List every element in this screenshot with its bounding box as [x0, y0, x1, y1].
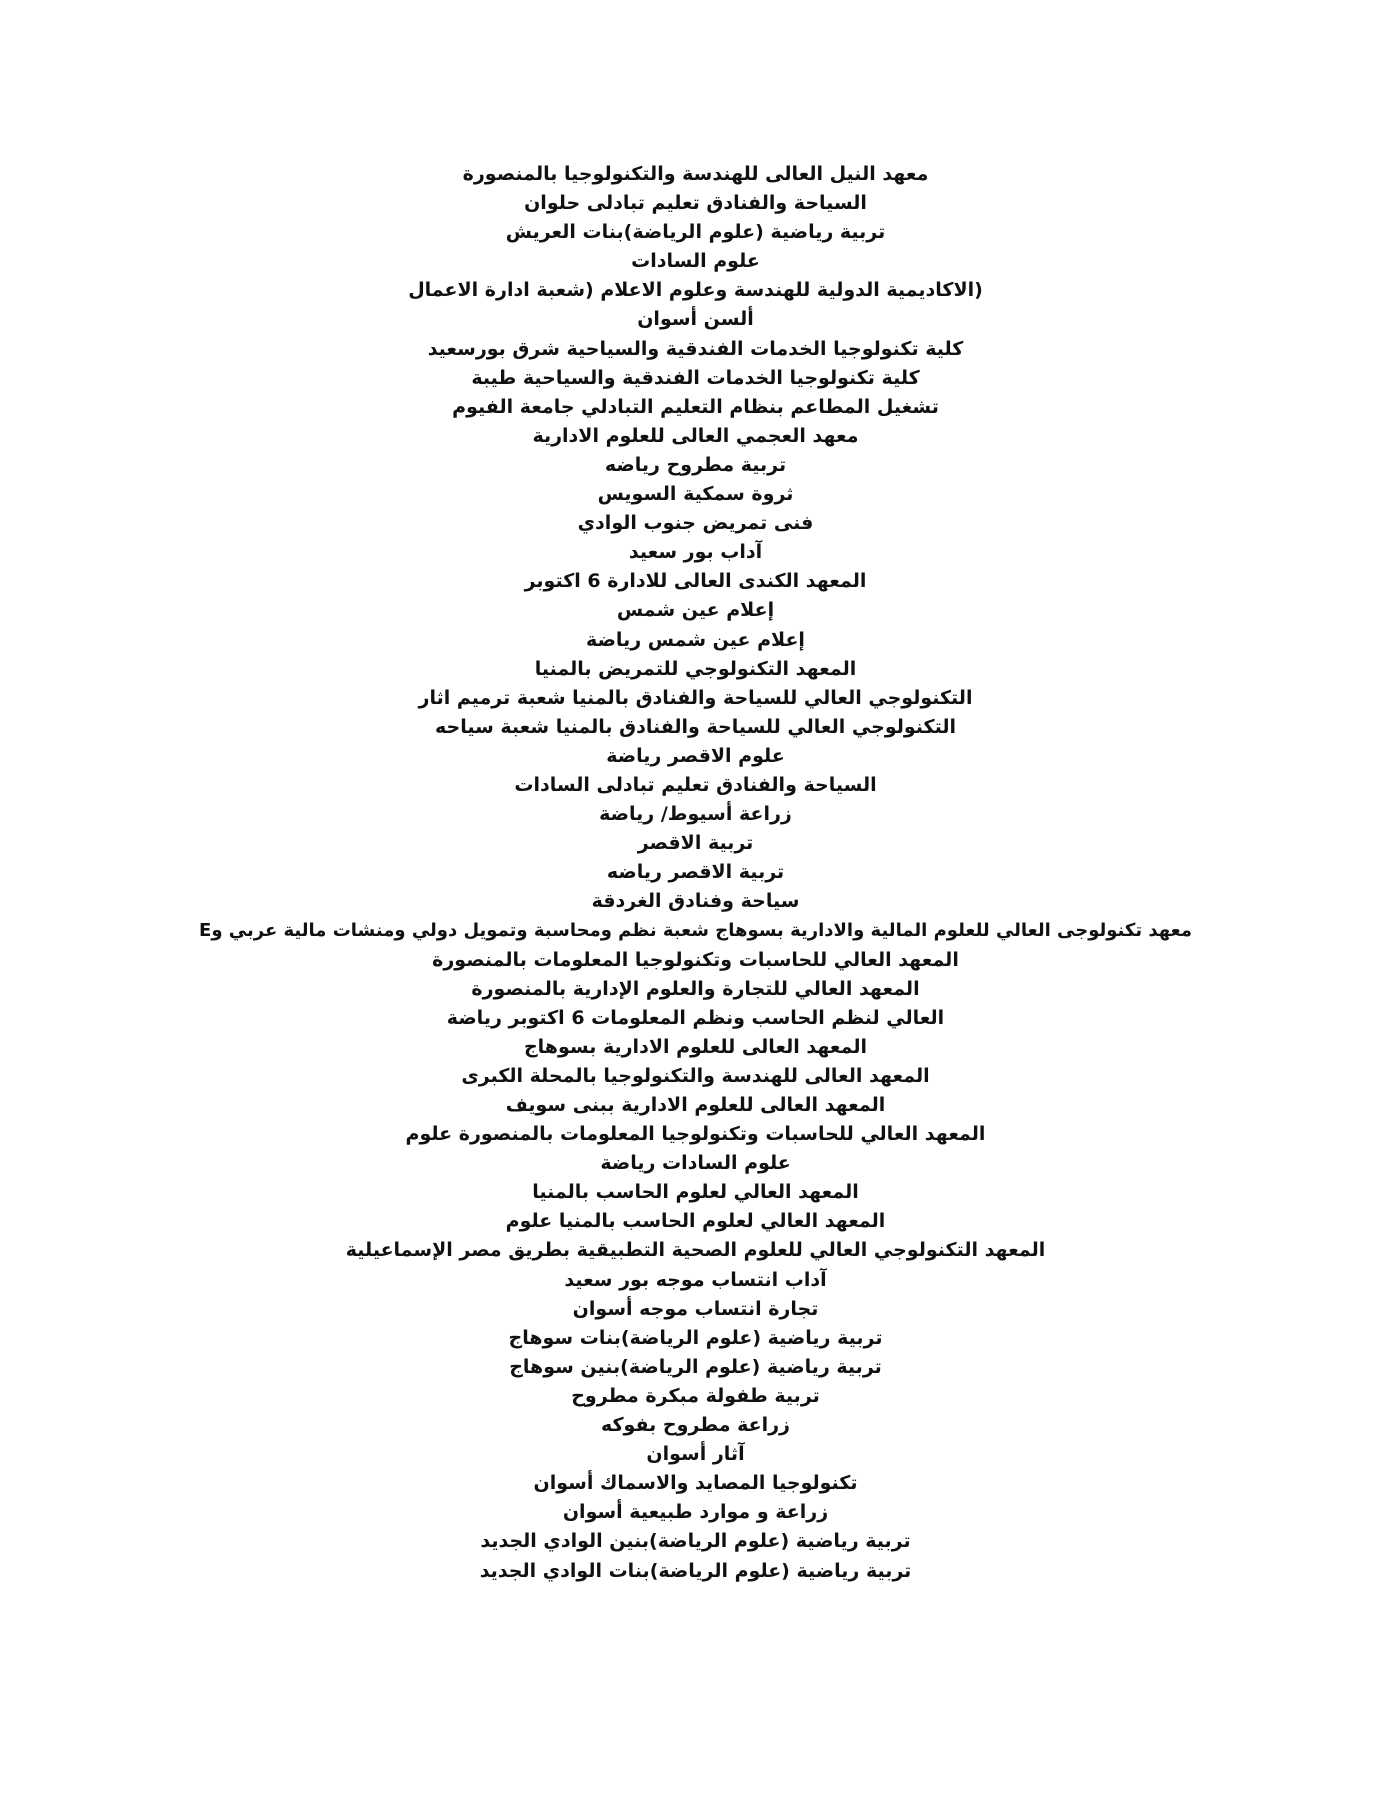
list-item: المعهد العالى للهندسة والتكنولوجيا بالمحلة الكبرى — [461, 1064, 930, 1087]
list-item: معهد النيل العالى للهندسة والتكنولوجيا بالمنصورة — [462, 163, 929, 185]
list-item: (الاكاديمية الدولية للهندسة وعلوم الاعلام (شعبة ادارة الاعمال — [408, 279, 983, 302]
list-item: المعهد العالي لعلوم الحاسب بالمنيا علوم — [505, 1210, 886, 1233]
list-item: علوم السادات رياضة — [600, 1152, 791, 1175]
list-item: تكنولوجيا المصايد والاسماك أسوان — [533, 1472, 858, 1495]
list-item: تجارة انتساب موجه أسوان — [572, 1297, 819, 1320]
list-item: زراعة مطروح بفوكه — [600, 1414, 790, 1437]
list-item: علوم الاقصر رياضة — [606, 744, 785, 767]
list-item: تربية رياضية (علوم الرياضة)بنات العريش — [505, 221, 886, 244]
list-item: السياحة والفنادق تعليم تبادلى السادات — [514, 773, 877, 796]
list-item: إعلام عين شمس — [616, 599, 775, 622]
list-item: معهد العجمي العالى للعلوم الادارية — [532, 424, 859, 447]
list-item: المعهد التكنولوجي للتمريض بالمنيا — [534, 657, 857, 680]
list-item: آداب بور سعيد — [628, 541, 763, 564]
list-item: المعهد العالي لعلوم الحاسب بالمنيا — [532, 1181, 859, 1204]
list-item: زراعة أسيوط/ رياضة — [599, 803, 792, 826]
list-item: زراعة و موارد طبيعية أسوان — [562, 1501, 829, 1524]
list-item: تربية رياضية (علوم الرياضة)بنين سوهاج — [509, 1355, 882, 1378]
list-item: كلية تكنولوجيا الخدمات الفندقية والسياحية شرق بورسعيد — [427, 337, 964, 360]
list-item: تربية رياضية (علوم الرياضة)بنات الوادي الجديد — [479, 1559, 912, 1582]
list-item: تربية مطروح رياضه — [604, 453, 787, 476]
list-item: تربية رياضية (علوم الرياضة)بنات سوهاج — [508, 1326, 883, 1349]
list-item: فنى تمريض جنوب الوادي — [577, 512, 814, 535]
list-item: تربية الاقصر رياضه — [606, 861, 785, 884]
institution-list — [0, 160, 1391, 1586]
list-item: المعهد العالى للعلوم الادارية بسوهاج — [523, 1035, 868, 1058]
list-item: ثروة سمكية السويس — [597, 483, 794, 506]
list-item: المعهد الكندى العالى للادارة 6 اكتوبر — [524, 570, 867, 593]
list-item: تشغيل المطاعم بنظام التعليم التبادلي جامعة الفيوم — [452, 395, 939, 418]
list-item: تربية الاقصر — [637, 832, 754, 855]
list-item: المعهد العالي للتجارة والعلوم الإدارية بالمنصورة — [471, 977, 920, 1000]
list-item: التكنولوجي العالي للسياحة والفنادق بالمنيا شعبة ترميم اثار — [418, 686, 973, 709]
list-item: التكنولوجي العالي للسياحة والفنادق بالمنيا شعبة سياحه — [435, 715, 956, 738]
list-item: تربية رياضية (علوم الرياضة)بنين الوادي الجديد — [480, 1530, 911, 1553]
list-item: Eمعهد تكنولوجى العالي للعلوم المالية والادارية بسوهاج شعبة نظم ومحاسبة وتمويل دولي ومنشات مالية عربي و — [199, 920, 1192, 942]
list-item: آداب انتساب موجه بور سعيد — [564, 1268, 827, 1291]
list-item: المعهد العالي للحاسبات وتكنولوجيا المعلومات بالمنصورة — [432, 948, 959, 971]
list-item: سياحة وفنادق الغردقة — [591, 890, 800, 913]
list-item: إعلام عين شمس رياضة — [586, 628, 805, 651]
list-item: آثار أسوان — [646, 1443, 745, 1466]
list-item: العالي لنظم الحاسب ونظم المعلومات 6 اكتوبر رياضة — [446, 1006, 945, 1029]
list-item: كلية تكنولوجيا الخدمات الفندقية والسياحية طيبة — [471, 366, 920, 389]
list-item: علوم السادات — [631, 250, 760, 273]
list-item: تربية طفولة مبكرة مطروح — [571, 1384, 820, 1407]
list-item: المعهد التكنولوجي العالي للعلوم الصحية التطبيقية بطريق مصر الإسماعيلية — [345, 1239, 1046, 1262]
list-item: السياحة والفنادق تعليم تبادلى حلوان — [524, 192, 867, 215]
list-item: المعهد العالى للعلوم الادارية ببنى سويف — [505, 1094, 886, 1116]
list-item: المعهد العالي للحاسبات وتكنولوجيا المعلومات بالمنصورة علوم — [405, 1123, 986, 1146]
list-item: ألسن أسوان — [637, 308, 754, 331]
